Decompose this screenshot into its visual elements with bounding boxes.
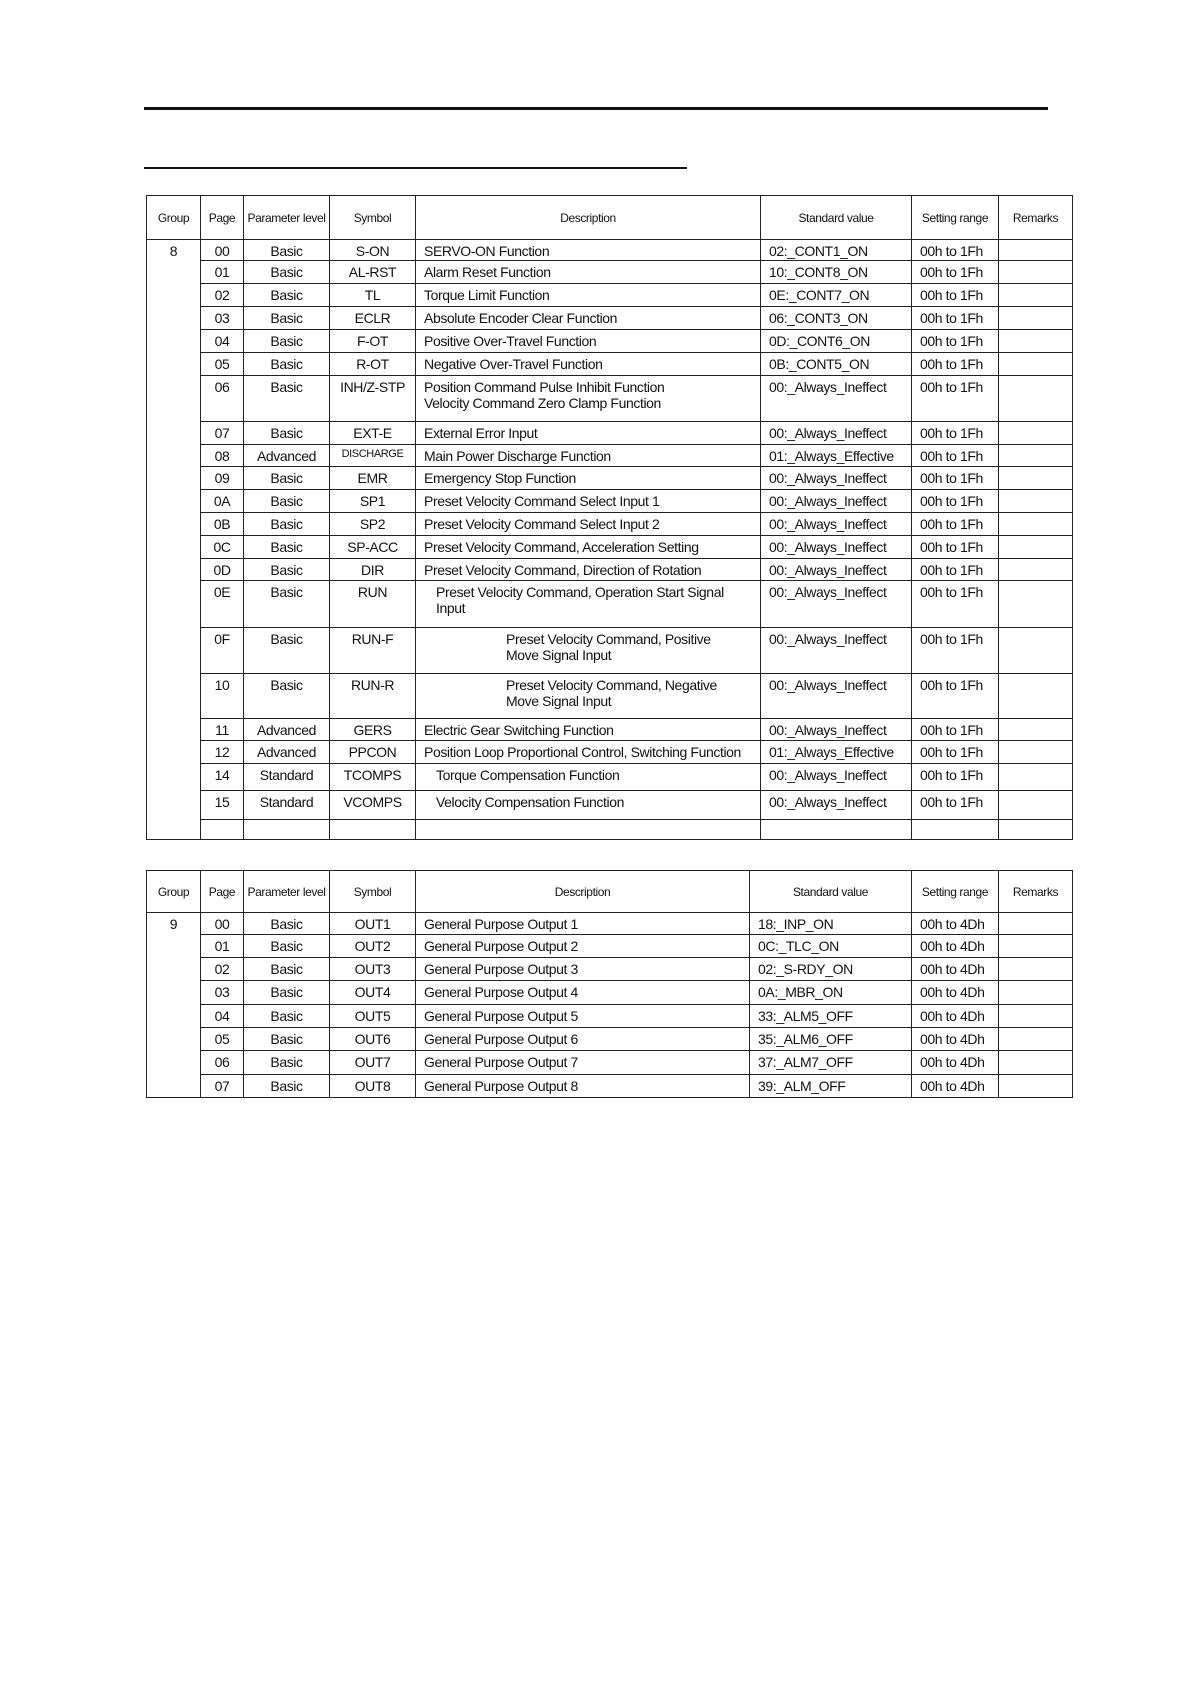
description-text: SERVO-ON Function bbox=[424, 243, 550, 259]
table-row bbox=[147, 513, 1073, 536]
setting-range-cell: 00h to 1Fh bbox=[912, 674, 999, 719]
standard-value-cell: 00:_Always_Ineffect bbox=[761, 376, 912, 422]
level-cell: Basic bbox=[244, 559, 330, 581]
remarks-cell bbox=[999, 764, 1073, 791]
description-text: Position Loop Proportional Control, Switching Function bbox=[424, 744, 741, 760]
header-group: Group bbox=[147, 871, 201, 913]
setting-range-cell: 00h to 1Fh bbox=[912, 513, 999, 536]
page-cell: 02 bbox=[201, 284, 244, 307]
header-standard-value: Standard value bbox=[750, 871, 912, 913]
standard-value-cell: 37:_ALM7_OFF bbox=[750, 1051, 912, 1075]
symbol-cell: OUT7 bbox=[330, 1051, 416, 1075]
description-text: General Purpose Output 5 bbox=[424, 1008, 578, 1024]
setting-range-cell: 00h to 1Fh bbox=[912, 628, 999, 674]
page-cell: 0C bbox=[201, 536, 244, 559]
description-text: General Purpose Output 4 bbox=[424, 984, 578, 1000]
level-cell: Basic bbox=[244, 353, 330, 376]
standard-value-cell: 39:_ALM_OFF bbox=[750, 1075, 912, 1098]
description-text: Electric Gear Switching Function bbox=[424, 722, 614, 738]
remarks-cell bbox=[999, 958, 1073, 981]
level-cell: Basic bbox=[244, 376, 330, 422]
level-cell: Advanced bbox=[244, 445, 330, 467]
description-cell bbox=[416, 1005, 750, 1028]
description-cell bbox=[416, 628, 761, 674]
symbol-cell: OUT1 bbox=[330, 913, 416, 935]
table-row bbox=[147, 445, 1073, 467]
standard-value-cell: 0A:_MBR_ON bbox=[750, 981, 912, 1005]
setting-range-cell: 00h to 1Fh bbox=[912, 422, 999, 445]
empty-cell bbox=[761, 820, 912, 840]
remarks-cell bbox=[999, 422, 1073, 445]
description-cell bbox=[416, 935, 750, 958]
remarks-cell bbox=[999, 445, 1073, 467]
level-cell: Basic bbox=[244, 1028, 330, 1051]
description-text-line2: Input bbox=[436, 600, 466, 616]
header-parameter-level: Parameter level bbox=[244, 196, 330, 240]
description-text: Alarm Reset Function bbox=[424, 264, 551, 280]
remarks-cell bbox=[999, 935, 1073, 958]
setting-range-cell: 00h to 1Fh bbox=[912, 764, 999, 791]
setting-range-cell: 00h to 1Fh bbox=[912, 445, 999, 467]
level-cell: Basic bbox=[244, 674, 330, 719]
description-cell bbox=[416, 741, 761, 764]
setting-range-cell: 00h to 1Fh bbox=[912, 467, 999, 490]
description-text: Positive Over-Travel Function bbox=[424, 333, 597, 349]
description-text: General Purpose Output 7 bbox=[424, 1054, 578, 1070]
table-row bbox=[147, 1051, 1073, 1075]
header-symbol: Symbol bbox=[330, 196, 416, 240]
description-cell bbox=[416, 1075, 750, 1098]
description-text: Position Command Pulse Inhibit Function bbox=[424, 379, 665, 395]
symbol-cell: TL bbox=[330, 284, 416, 307]
table-row bbox=[147, 628, 1073, 674]
level-cell: Basic bbox=[244, 1005, 330, 1028]
description-text: Main Power Discharge Function bbox=[424, 448, 611, 464]
table-row bbox=[147, 958, 1073, 981]
description-text: General Purpose Output 6 bbox=[424, 1031, 578, 1047]
description-cell bbox=[416, 307, 761, 330]
description-cell bbox=[416, 1028, 750, 1051]
header-setting-range: Setting range bbox=[912, 196, 999, 240]
header-setting-range: Setting range bbox=[912, 871, 999, 913]
table-row bbox=[147, 307, 1073, 330]
page-cell: 14 bbox=[201, 764, 244, 791]
description-text: General Purpose Output 8 bbox=[424, 1078, 578, 1094]
remarks-cell bbox=[999, 240, 1073, 261]
standard-value-cell: 10:_CONT8_ON bbox=[761, 261, 912, 284]
setting-range-cell: 00h to 1Fh bbox=[912, 559, 999, 581]
header-standard-value: Standard value bbox=[761, 196, 912, 240]
description-text-line2: Velocity Command Zero Clamp Function bbox=[424, 395, 661, 411]
symbol-cell: ECLR bbox=[330, 307, 416, 330]
setting-range-cell: 00h to 4Dh bbox=[912, 1005, 999, 1028]
description-cell bbox=[416, 1051, 750, 1075]
page-cell: 0E bbox=[201, 581, 244, 628]
standard-value-cell: 00:_Always_Ineffect bbox=[761, 719, 912, 741]
header-remarks: Remarks bbox=[999, 871, 1073, 913]
symbol-cell: OUT3 bbox=[330, 958, 416, 981]
table-header-row bbox=[147, 871, 1073, 913]
description-text: General Purpose Output 2 bbox=[424, 938, 578, 954]
group-9-parameter-table bbox=[146, 870, 1073, 1098]
remarks-cell bbox=[999, 261, 1073, 284]
description-cell bbox=[416, 376, 761, 422]
page-cell: 07 bbox=[201, 1075, 244, 1098]
table-row bbox=[147, 490, 1073, 513]
description-text: General Purpose Output 3 bbox=[424, 961, 578, 977]
setting-range-cell: 00h to 4Dh bbox=[912, 935, 999, 958]
setting-range-cell: 00h to 1Fh bbox=[912, 791, 999, 820]
page-cell: 00 bbox=[201, 913, 244, 935]
remarks-cell bbox=[999, 284, 1073, 307]
symbol-cell: DISCHARGE bbox=[330, 445, 416, 467]
level-cell: Basic bbox=[244, 581, 330, 628]
symbol-cell: EXT-E bbox=[330, 422, 416, 445]
standard-value-cell: 00:_Always_Ineffect bbox=[761, 581, 912, 628]
table-row bbox=[147, 261, 1073, 284]
standard-value-cell: 00:_Always_Ineffect bbox=[761, 791, 912, 820]
table-row bbox=[147, 284, 1073, 307]
header-description: Description bbox=[416, 196, 761, 240]
level-cell: Basic bbox=[244, 513, 330, 536]
standard-value-cell: 02:_S-RDY_ON bbox=[750, 958, 912, 981]
symbol-cell: INH/Z-STP bbox=[330, 376, 416, 422]
setting-range-cell: 00h to 1Fh bbox=[912, 353, 999, 376]
table-row bbox=[147, 935, 1073, 958]
level-cell: Basic bbox=[244, 935, 330, 958]
level-cell: Basic bbox=[244, 240, 330, 261]
description-cell bbox=[416, 261, 761, 284]
standard-value-cell: 00:_Always_Ineffect bbox=[761, 628, 912, 674]
level-cell: Basic bbox=[244, 284, 330, 307]
symbol-cell: OUT6 bbox=[330, 1028, 416, 1051]
remarks-cell bbox=[999, 741, 1073, 764]
remarks-cell bbox=[999, 307, 1073, 330]
setting-range-cell: 00h to 1Fh bbox=[912, 741, 999, 764]
page-cell: 02 bbox=[201, 958, 244, 981]
table-row bbox=[147, 913, 1073, 935]
description-text-line2: Move Signal Input bbox=[506, 693, 612, 709]
standard-value-cell: 0D:_CONT6_ON bbox=[761, 330, 912, 353]
standard-value-cell: 00:_Always_Ineffect bbox=[761, 559, 912, 581]
header-parameter-level: Parameter level bbox=[244, 871, 330, 913]
empty-cell bbox=[330, 820, 416, 840]
symbol-cell: AL-RST bbox=[330, 261, 416, 284]
empty-row bbox=[147, 820, 1073, 840]
symbol-cell: OUT8 bbox=[330, 1075, 416, 1098]
level-cell: Basic bbox=[244, 261, 330, 284]
standard-value-cell: 33:_ALM5_OFF bbox=[750, 1005, 912, 1028]
remarks-cell bbox=[999, 1075, 1073, 1098]
symbol-cell: S-ON bbox=[330, 240, 416, 261]
setting-range-cell: 00h to 1Fh bbox=[912, 240, 999, 261]
description-cell bbox=[416, 353, 761, 376]
top-rule bbox=[144, 107, 1048, 110]
standard-value-cell: 00:_Always_Ineffect bbox=[761, 490, 912, 513]
empty-cell bbox=[416, 820, 761, 840]
description-cell bbox=[416, 791, 761, 820]
page-cell: 05 bbox=[201, 1028, 244, 1051]
table-row bbox=[147, 376, 1073, 422]
description-text: Negative Over-Travel Function bbox=[424, 356, 603, 372]
standard-value-cell: 06:_CONT3_ON bbox=[761, 307, 912, 330]
remarks-cell bbox=[999, 1028, 1073, 1051]
page-cell: 05 bbox=[201, 353, 244, 376]
symbol-cell: EMR bbox=[330, 467, 416, 490]
remarks-cell bbox=[999, 1051, 1073, 1075]
remarks-cell bbox=[999, 1005, 1073, 1028]
setting-range-cell: 00h to 4Dh bbox=[912, 958, 999, 981]
level-cell: Basic bbox=[244, 536, 330, 559]
page-cell: 01 bbox=[201, 935, 244, 958]
description-cell bbox=[416, 536, 761, 559]
table-header-row bbox=[147, 196, 1073, 240]
page-cell: 15 bbox=[201, 791, 244, 820]
description-cell bbox=[416, 913, 750, 935]
section-rule bbox=[144, 167, 687, 169]
table-row bbox=[147, 1075, 1073, 1098]
level-cell: Basic bbox=[244, 307, 330, 330]
level-cell: Basic bbox=[244, 330, 330, 353]
table-row bbox=[147, 719, 1073, 741]
description-text: Preset Velocity Command, Acceleration Setting bbox=[424, 539, 699, 555]
standard-value-cell: 18:_INP_ON bbox=[750, 913, 912, 935]
page-cell: 03 bbox=[201, 981, 244, 1005]
description-cell bbox=[416, 490, 761, 513]
setting-range-cell: 00h to 4Dh bbox=[912, 981, 999, 1005]
standard-value-cell: 0B:_CONT5_ON bbox=[761, 353, 912, 376]
setting-range-cell: 00h to 4Dh bbox=[912, 1075, 999, 1098]
setting-range-cell: 00h to 1Fh bbox=[912, 284, 999, 307]
table-row bbox=[147, 981, 1073, 1005]
description-text: Preset Velocity Command, Operation Start Signal bbox=[436, 584, 724, 600]
description-cell bbox=[416, 240, 761, 261]
table-row bbox=[147, 536, 1073, 559]
description-text: Torque Compensation Function bbox=[436, 767, 620, 783]
level-cell: Standard bbox=[244, 791, 330, 820]
setting-range-cell: 00h to 1Fh bbox=[912, 719, 999, 741]
table-row bbox=[147, 467, 1073, 490]
page-cell: 08 bbox=[201, 445, 244, 467]
level-cell: Advanced bbox=[244, 741, 330, 764]
empty-cell bbox=[244, 820, 330, 840]
page-cell: 11 bbox=[201, 719, 244, 741]
header-symbol: Symbol bbox=[330, 871, 416, 913]
header-page: Page bbox=[201, 871, 244, 913]
description-text: Preset Velocity Command, Negative bbox=[506, 677, 717, 693]
description-text: Preset Velocity Command Select Input 1 bbox=[424, 493, 660, 509]
description-text: Preset Velocity Command, Positive bbox=[506, 631, 711, 647]
setting-range-cell: 00h to 1Fh bbox=[912, 490, 999, 513]
standard-value-cell: 01:_Always_Effective bbox=[761, 445, 912, 467]
symbol-cell: F-OT bbox=[330, 330, 416, 353]
description-cell bbox=[416, 467, 761, 490]
symbol-cell: RUN-F bbox=[330, 628, 416, 674]
remarks-cell bbox=[999, 330, 1073, 353]
remarks-cell bbox=[999, 490, 1073, 513]
setting-range-cell: 00h to 4Dh bbox=[912, 913, 999, 935]
level-cell: Basic bbox=[244, 490, 330, 513]
remarks-cell bbox=[999, 913, 1073, 935]
description-text-line2: Move Signal Input bbox=[506, 647, 612, 663]
group-8-parameter-table bbox=[146, 195, 1073, 840]
standard-value-cell: 00:_Always_Ineffect bbox=[761, 513, 912, 536]
description-text: External Error Input bbox=[424, 425, 538, 441]
header-remarks: Remarks bbox=[999, 196, 1073, 240]
table-row bbox=[147, 330, 1073, 353]
table-row bbox=[147, 240, 1073, 261]
page-cell: 01 bbox=[201, 261, 244, 284]
description-cell bbox=[416, 559, 761, 581]
standard-value-cell: 0C:_TLC_ON bbox=[750, 935, 912, 958]
symbol-cell: PPCON bbox=[330, 741, 416, 764]
symbol-cell: RUN-R bbox=[330, 674, 416, 719]
remarks-cell bbox=[999, 376, 1073, 422]
remarks-cell bbox=[999, 467, 1073, 490]
symbol-cell: SP-ACC bbox=[330, 536, 416, 559]
page-cell: 00 bbox=[201, 240, 244, 261]
page-cell: 09 bbox=[201, 467, 244, 490]
remarks-cell bbox=[999, 628, 1073, 674]
remarks-cell bbox=[999, 791, 1073, 820]
level-cell: Basic bbox=[244, 628, 330, 674]
description-cell bbox=[416, 445, 761, 467]
description-cell bbox=[416, 981, 750, 1005]
level-cell: Basic bbox=[244, 913, 330, 935]
symbol-cell: VCOMPS bbox=[330, 791, 416, 820]
table-row bbox=[147, 422, 1073, 445]
setting-range-cell: 00h to 1Fh bbox=[912, 307, 999, 330]
level-cell: Standard bbox=[244, 764, 330, 791]
table-row bbox=[147, 791, 1073, 820]
header-group: Group bbox=[147, 196, 201, 240]
standard-value-cell: 00:_Always_Ineffect bbox=[761, 422, 912, 445]
page-cell: 06 bbox=[201, 376, 244, 422]
remarks-cell bbox=[999, 513, 1073, 536]
page-cell: 0A bbox=[201, 490, 244, 513]
remarks-cell bbox=[999, 981, 1073, 1005]
level-cell: Basic bbox=[244, 422, 330, 445]
setting-range-cell: 00h to 4Dh bbox=[912, 1051, 999, 1075]
setting-range-cell: 00h to 1Fh bbox=[912, 261, 999, 284]
standard-value-cell: 00:_Always_Ineffect bbox=[761, 467, 912, 490]
symbol-cell: OUT4 bbox=[330, 981, 416, 1005]
setting-range-cell: 00h to 1Fh bbox=[912, 330, 999, 353]
empty-cell bbox=[912, 820, 999, 840]
remarks-cell bbox=[999, 674, 1073, 719]
standard-value-cell: 00:_Always_Ineffect bbox=[761, 764, 912, 791]
description-cell bbox=[416, 330, 761, 353]
page-cell: 04 bbox=[201, 330, 244, 353]
page-cell: 10 bbox=[201, 674, 244, 719]
description-cell bbox=[416, 719, 761, 741]
table-row bbox=[147, 581, 1073, 628]
description-text: Velocity Compensation Function bbox=[436, 794, 624, 810]
symbol-cell: SP2 bbox=[330, 513, 416, 536]
level-cell: Basic bbox=[244, 1051, 330, 1075]
level-cell: Basic bbox=[244, 981, 330, 1005]
description-cell bbox=[416, 958, 750, 981]
page-cell: 04 bbox=[201, 1005, 244, 1028]
remarks-cell bbox=[999, 559, 1073, 581]
table-row bbox=[147, 741, 1073, 764]
standard-value-cell: 35:_ALM6_OFF bbox=[750, 1028, 912, 1051]
setting-range-cell: 00h to 1Fh bbox=[912, 376, 999, 422]
page-cell: 07 bbox=[201, 422, 244, 445]
symbol-cell: OUT5 bbox=[330, 1005, 416, 1028]
level-cell: Advanced bbox=[244, 719, 330, 741]
symbol-cell: TCOMPS bbox=[330, 764, 416, 791]
standard-value-cell: 00:_Always_Ineffect bbox=[761, 536, 912, 559]
symbol-cell: GERS bbox=[330, 719, 416, 741]
remarks-cell bbox=[999, 353, 1073, 376]
symbol-cell: RUN bbox=[330, 581, 416, 628]
page-cell: 06 bbox=[201, 1051, 244, 1075]
table-row bbox=[147, 559, 1073, 581]
description-text: Absolute Encoder Clear Function bbox=[424, 310, 618, 326]
empty-cell bbox=[201, 820, 244, 840]
table-row bbox=[147, 674, 1073, 719]
page-cell: 0F bbox=[201, 628, 244, 674]
group-number: 8 bbox=[147, 240, 201, 840]
description-text: Emergency Stop Function bbox=[424, 470, 576, 486]
page-cell: 0B bbox=[201, 513, 244, 536]
page-cell: 03 bbox=[201, 307, 244, 330]
description-cell bbox=[416, 513, 761, 536]
symbol-cell: DIR bbox=[330, 559, 416, 581]
description-cell bbox=[416, 674, 761, 719]
setting-range-cell: 00h to 1Fh bbox=[912, 581, 999, 628]
setting-range-cell: 00h to 1Fh bbox=[912, 536, 999, 559]
header-description: Description bbox=[416, 871, 750, 913]
page-cell: 12 bbox=[201, 741, 244, 764]
table-row bbox=[147, 1028, 1073, 1051]
empty-cell bbox=[999, 820, 1073, 840]
standard-value-cell: 0E:_CONT7_ON bbox=[761, 284, 912, 307]
page-cell: 0D bbox=[201, 559, 244, 581]
symbol-cell: R-OT bbox=[330, 353, 416, 376]
setting-range-cell: 00h to 4Dh bbox=[912, 1028, 999, 1051]
description-cell bbox=[416, 581, 761, 628]
level-cell: Basic bbox=[244, 467, 330, 490]
table-row bbox=[147, 764, 1073, 791]
level-cell: Basic bbox=[244, 1075, 330, 1098]
description-cell bbox=[416, 764, 761, 791]
remarks-cell bbox=[999, 536, 1073, 559]
group-number: 9 bbox=[147, 913, 201, 1098]
table-row bbox=[147, 1005, 1073, 1028]
symbol-cell: SP1 bbox=[330, 490, 416, 513]
description-text: Torque Limit Function bbox=[424, 287, 550, 303]
standard-value-cell: 00:_Always_Ineffect bbox=[761, 674, 912, 719]
description-text: Preset Velocity Command, Direction of Rotation bbox=[424, 562, 702, 578]
remarks-cell bbox=[999, 581, 1073, 628]
level-cell: Basic bbox=[244, 958, 330, 981]
description-text: General Purpose Output 1 bbox=[424, 916, 578, 932]
standard-value-cell: 02:_CONT1_ON bbox=[761, 240, 912, 261]
table-row bbox=[147, 353, 1073, 376]
remarks-cell bbox=[999, 719, 1073, 741]
description-cell bbox=[416, 284, 761, 307]
description-text: Preset Velocity Command Select Input 2 bbox=[424, 516, 660, 532]
header-page: Page bbox=[201, 196, 244, 240]
standard-value-cell: 01:_Always_Effective bbox=[761, 741, 912, 764]
description-cell bbox=[416, 422, 761, 445]
symbol-cell: OUT2 bbox=[330, 935, 416, 958]
